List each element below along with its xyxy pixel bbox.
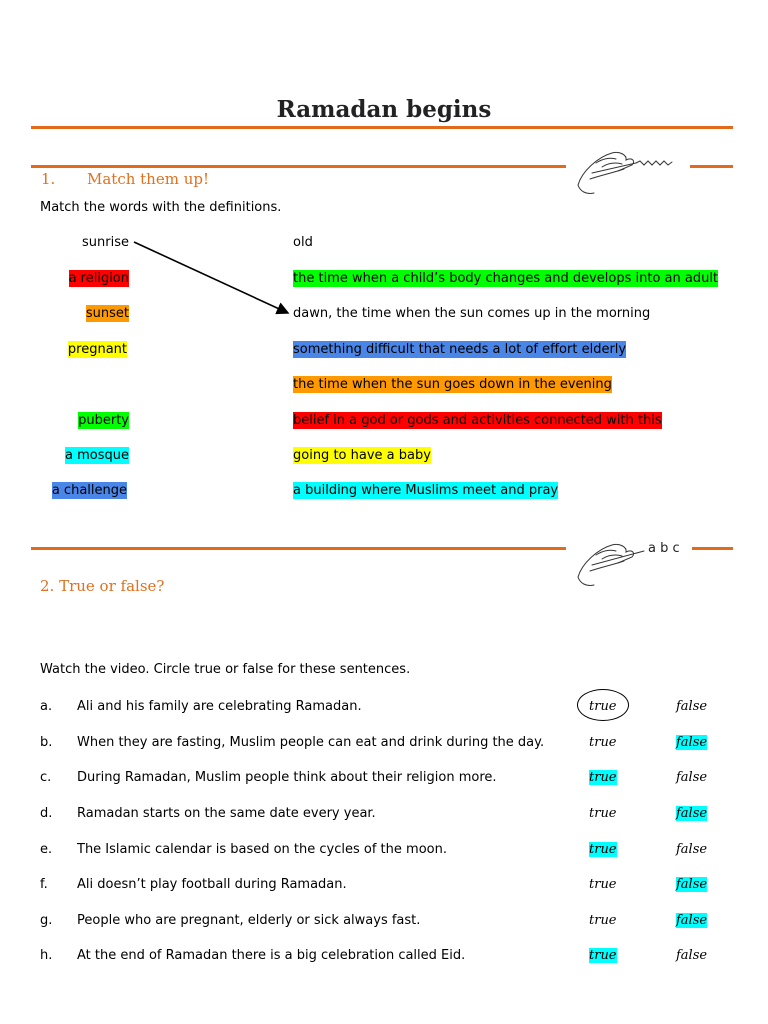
statement-text: People who are pregnant, elderly or sick always fast. [77, 913, 421, 928]
writing-hand-icon [572, 145, 692, 200]
abc-label: a b c [648, 541, 680, 556]
writing-hand-icon [572, 535, 652, 590]
word-item [68, 342, 127, 357]
title-divider [31, 126, 733, 129]
item-letter: c. [40, 770, 52, 785]
word-item [69, 271, 129, 286]
section2-divider-right [692, 547, 733, 550]
false-option[interactable] [676, 770, 707, 785]
false-option-label: false [676, 913, 708, 928]
word-text: pregnant [67, 342, 127, 357]
page-title: Ramadan begins [276, 96, 492, 123]
false-option[interactable] [676, 842, 707, 857]
section2-divider-left [31, 547, 566, 550]
item-letter: e. [40, 842, 53, 857]
true-option[interactable] [589, 948, 617, 963]
true-option-label: true [589, 806, 617, 821]
word-item [52, 483, 127, 498]
answer-circle [577, 689, 629, 721]
false-option-label: false [676, 842, 708, 857]
false-option-label: false [676, 735, 708, 750]
false-option[interactable] [676, 699, 707, 714]
word-text: sunrise [82, 235, 129, 250]
word-item [65, 448, 129, 463]
word-item [86, 306, 129, 321]
section1-heading: Match them up! [87, 170, 210, 188]
true-option[interactable] [589, 770, 617, 785]
true-option-label: true [589, 913, 617, 928]
section1-divider-right [690, 165, 733, 168]
section2-heading: 2. True or false? [40, 577, 165, 595]
word-text: puberty [78, 413, 129, 428]
true-option-label: true [589, 735, 617, 750]
statement-text: The Islamic calendar is based on the cycles of the moon. [77, 842, 447, 857]
false-option[interactable] [676, 877, 707, 892]
item-letter: h. [40, 948, 53, 963]
true-option-label: true [589, 877, 617, 892]
section1-number: 1. [41, 170, 56, 188]
true-option[interactable] [589, 735, 617, 750]
word-text: a mosque [65, 448, 129, 463]
item-letter: b. [40, 735, 53, 750]
item-letter: g. [40, 913, 53, 928]
true-option-label: true [589, 699, 617, 714]
definition-text: the time when a child’s body changes and develops into an adult [293, 271, 719, 286]
definition-text: dawn, the time when the sun comes up in the morning [293, 306, 651, 321]
item-letter: d. [40, 806, 53, 821]
true-option-label: true [589, 842, 617, 857]
false-option[interactable] [676, 806, 707, 821]
statement-text: Ramadan starts on the same date every year. [77, 806, 376, 821]
statement-text: When they are fasting, Muslim people can eat and drink during the day. [77, 735, 545, 750]
definition-text: belief in a god or gods and activities connected with this [293, 413, 662, 428]
item-letter: f. [40, 877, 48, 892]
section1-instruction: Match the words with the definitions. [40, 200, 282, 215]
true-option[interactable] [589, 913, 617, 928]
false-option[interactable] [676, 913, 707, 928]
false-option-label: false [676, 699, 708, 714]
word-item [78, 413, 129, 428]
statement-text: Ali doesn’t play football during Ramadan. [77, 877, 347, 892]
word-text: sunset [85, 306, 129, 321]
true-option-label: true [589, 770, 617, 785]
word-text: a religion [68, 271, 129, 286]
false-option[interactable] [676, 735, 707, 750]
false-option[interactable] [676, 948, 707, 963]
word-text: a challenge [51, 483, 127, 498]
section2-instruction: Watch the video. Circle true or false for these sentences. [40, 662, 411, 677]
definition-text: the time when the sun goes down in the evening [293, 377, 612, 392]
false-option-label: false [676, 877, 708, 892]
true-option[interactable] [589, 877, 617, 892]
definition-text: a building where Muslims meet and pray [293, 483, 559, 498]
definition-text: old [293, 235, 313, 250]
true-option-label: true [589, 948, 617, 963]
false-option-label: false [676, 806, 708, 821]
statement-text: Ali and his family are celebrating Ramadan. [77, 699, 362, 714]
statement-text: During Ramadan, Muslim people think about their religion more. [77, 770, 497, 785]
false-option-label: false [676, 948, 708, 963]
definition-text: something difficult that needs a lot of effort elderly [293, 342, 627, 357]
definition-text: going to have a baby [293, 448, 431, 463]
section1-divider-left [31, 165, 566, 168]
item-letter: a. [40, 699, 53, 714]
true-option[interactable] [589, 806, 617, 821]
true-option[interactable] [589, 842, 617, 857]
false-option-label: false [676, 770, 708, 785]
statement-text: At the end of Ramadan there is a big celebration called Eid. [77, 948, 466, 963]
word-item [82, 235, 129, 250]
